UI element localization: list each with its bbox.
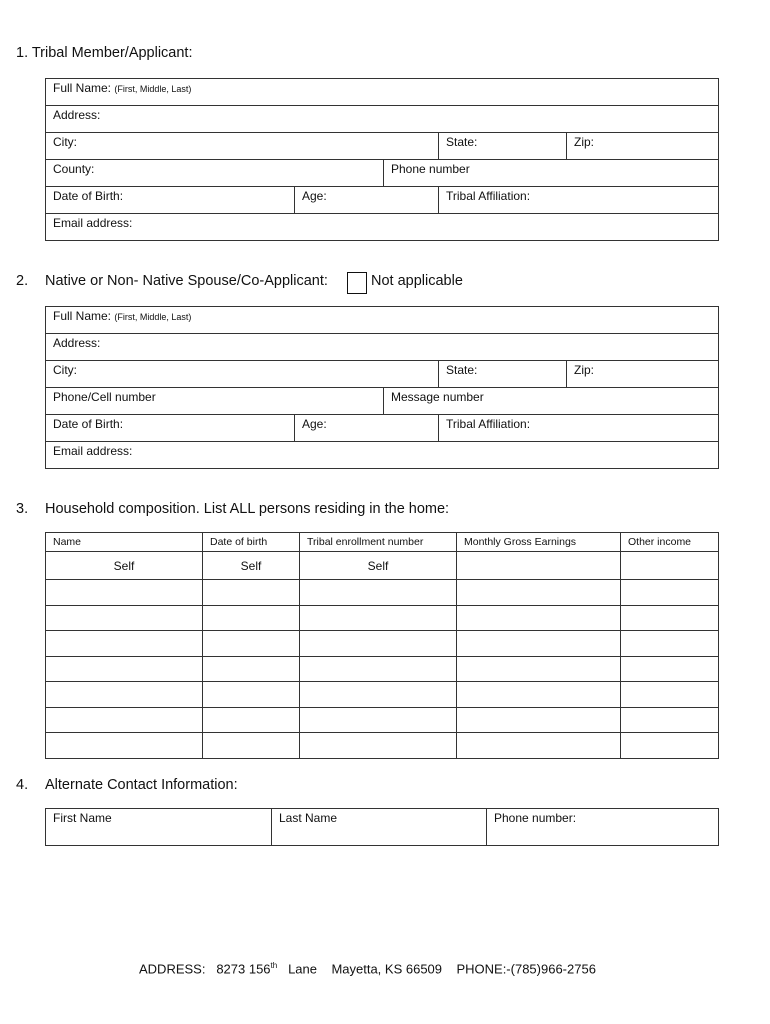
- full-name-field[interactable]: [46, 79, 719, 106]
- table-cell[interactable]: [203, 580, 300, 606]
- section4-heading: Alternate Contact Information:: [45, 777, 238, 793]
- spouse-table: [45, 306, 719, 469]
- household-table: [45, 532, 719, 759]
- phone-label: Phone number: [391, 162, 470, 176]
- alt-last-name-field[interactable]: [272, 809, 487, 846]
- spouse-city-label: City:: [53, 363, 77, 377]
- table-cell[interactable]: [203, 605, 300, 631]
- spouse-full-name-field[interactable]: [46, 307, 719, 334]
- table-row: [46, 656, 719, 682]
- alt-first-name-field[interactable]: [46, 809, 272, 846]
- table-cell[interactable]: [46, 733, 203, 759]
- table-row: [46, 631, 719, 657]
- spouse-age-field[interactable]: [295, 415, 439, 442]
- county-label: County:: [53, 162, 95, 176]
- col-header: Date of birth: [203, 533, 300, 552]
- email-field[interactable]: [46, 214, 719, 241]
- age-label: Age:: [302, 189, 327, 203]
- section2-number: 2.: [16, 273, 29, 289]
- table-cell[interactable]: Self: [46, 552, 203, 580]
- table-cell[interactable]: [300, 605, 457, 631]
- tribal-affiliation-field[interactable]: [439, 187, 719, 214]
- col-header: Tribal enrollment number: [300, 533, 457, 552]
- spouse-address-field[interactable]: [46, 334, 719, 361]
- table-row: [46, 580, 719, 606]
- spouse-zip-label: Zip:: [574, 363, 595, 377]
- state-label: State:: [446, 135, 478, 149]
- table-cell[interactable]: [457, 656, 621, 682]
- state-field[interactable]: [439, 133, 567, 160]
- alt-first-name-label: First Name: [53, 811, 112, 825]
- full-name-label: Full Name:: [53, 81, 112, 95]
- footer-street-suffix: th: [270, 961, 278, 970]
- table-cell[interactable]: Self: [300, 552, 457, 580]
- spouse-zip-field[interactable]: [567, 361, 719, 388]
- table-cell[interactable]: [621, 552, 719, 580]
- table-cell[interactable]: [621, 707, 719, 733]
- table-cell[interactable]: [621, 682, 719, 708]
- table-cell[interactable]: [46, 580, 203, 606]
- spouse-message-field[interactable]: [384, 388, 719, 415]
- table-row: [46, 605, 719, 631]
- table-row: [46, 552, 719, 580]
- col-header: Name: [46, 533, 203, 552]
- table-cell[interactable]: [457, 682, 621, 708]
- footer-street-name: Lane: [288, 961, 317, 977]
- footer-phone: PHONE:-(785)966-2756: [456, 961, 596, 977]
- city-field[interactable]: [46, 133, 439, 160]
- alt-phone-field[interactable]: [487, 809, 719, 846]
- spouse-phone-label: Phone/Cell number: [53, 390, 156, 404]
- table-cell[interactable]: [46, 605, 203, 631]
- footer-address-label: ADDRESS:: [139, 961, 206, 977]
- spouse-address-label: Address:: [53, 336, 101, 350]
- table-cell[interactable]: [46, 707, 203, 733]
- footer-city-state-zip: Mayetta, KS 66509: [331, 961, 443, 977]
- table-cell[interactable]: [621, 580, 719, 606]
- email-label: Email address:: [53, 216, 133, 230]
- table-cell[interactable]: [300, 707, 457, 733]
- table-row: [46, 682, 719, 708]
- col-header: Other income: [621, 533, 719, 552]
- household-header-row: [46, 533, 719, 552]
- table-cell[interactable]: [46, 631, 203, 657]
- table-cell[interactable]: [203, 656, 300, 682]
- dob-label: Date of Birth:: [53, 189, 124, 203]
- age-field[interactable]: [295, 187, 439, 214]
- spouse-message-label: Message number: [391, 390, 484, 404]
- spouse-phone-field[interactable]: [46, 388, 384, 415]
- city-label: City:: [53, 135, 77, 149]
- table-cell[interactable]: [457, 631, 621, 657]
- section3-heading: Household composition. List ALL persons residing in the home:: [45, 501, 450, 517]
- table-cell[interactable]: [621, 656, 719, 682]
- table-cell[interactable]: [46, 656, 203, 682]
- table-cell[interactable]: [300, 631, 457, 657]
- alt-last-name-label: Last Name: [279, 811, 338, 825]
- not-applicable-checkbox[interactable]: [347, 272, 367, 294]
- table-cell[interactable]: [457, 605, 621, 631]
- spouse-tribal-affiliation-label: Tribal Affiliation:: [446, 417, 531, 431]
- zip-field[interactable]: [567, 133, 719, 160]
- spouse-state-label: State:: [446, 363, 478, 377]
- table-cell[interactable]: [457, 552, 621, 580]
- section3-number: 3.: [16, 501, 29, 517]
- not-applicable-label: Not applicable: [371, 273, 463, 289]
- spouse-email-field[interactable]: [46, 442, 719, 469]
- spouse-full-name-label: Full Name:: [53, 309, 112, 323]
- spouse-city-field[interactable]: [46, 361, 439, 388]
- table-cell[interactable]: [457, 707, 621, 733]
- spouse-age-label: Age:: [302, 417, 327, 431]
- spouse-state-field[interactable]: [439, 361, 567, 388]
- zip-label: Zip:: [574, 135, 595, 149]
- table-cell[interactable]: [300, 580, 457, 606]
- table-cell[interactable]: [203, 733, 300, 759]
- section1-heading: 1. Tribal Member/Applicant:: [16, 45, 193, 61]
- footer-street-number: 8273 156: [216, 961, 271, 977]
- table-row: [46, 707, 719, 733]
- address-field[interactable]: [46, 106, 719, 133]
- table-cell[interactable]: [300, 656, 457, 682]
- alternate-contact-table: [45, 808, 719, 846]
- spouse-email-label: Email address:: [53, 444, 133, 458]
- table-cell[interactable]: [621, 605, 719, 631]
- table-cell[interactable]: [203, 631, 300, 657]
- spouse-dob-field[interactable]: [46, 415, 295, 442]
- table-cell[interactable]: [457, 733, 621, 759]
- spouse-tribal-affiliation-field[interactable]: [439, 415, 719, 442]
- table-cell[interactable]: [203, 707, 300, 733]
- county-field[interactable]: [46, 160, 384, 187]
- section4-number: 4.: [16, 777, 29, 793]
- full-name-hint: (First, Middle, Last): [114, 84, 192, 94]
- col-header: Monthly Gross Earnings: [457, 533, 621, 552]
- spouse-dob-label: Date of Birth:: [53, 417, 124, 431]
- table-cell[interactable]: [300, 682, 457, 708]
- alt-phone-label: Phone number:: [494, 811, 577, 825]
- table-cell[interactable]: Self: [203, 552, 300, 580]
- section2-heading: Native or Non- Native Spouse/Co-Applicant:: [45, 273, 328, 289]
- tribal-affiliation-label: Tribal Affiliation:: [446, 189, 531, 203]
- table-cell[interactable]: [300, 733, 457, 759]
- table-cell[interactable]: [457, 580, 621, 606]
- address-label: Address:: [53, 108, 101, 122]
- table-cell[interactable]: [621, 631, 719, 657]
- table-row: [46, 733, 719, 759]
- applicant-table: [45, 78, 719, 241]
- spouse-full-name-hint: (First, Middle, Last): [114, 312, 192, 322]
- table-cell[interactable]: [621, 733, 719, 759]
- table-cell[interactable]: [46, 682, 203, 708]
- footer-address: [139, 961, 596, 976]
- table-cell[interactable]: [203, 682, 300, 708]
- phone-field[interactable]: [384, 160, 719, 187]
- dob-field[interactable]: [46, 187, 295, 214]
